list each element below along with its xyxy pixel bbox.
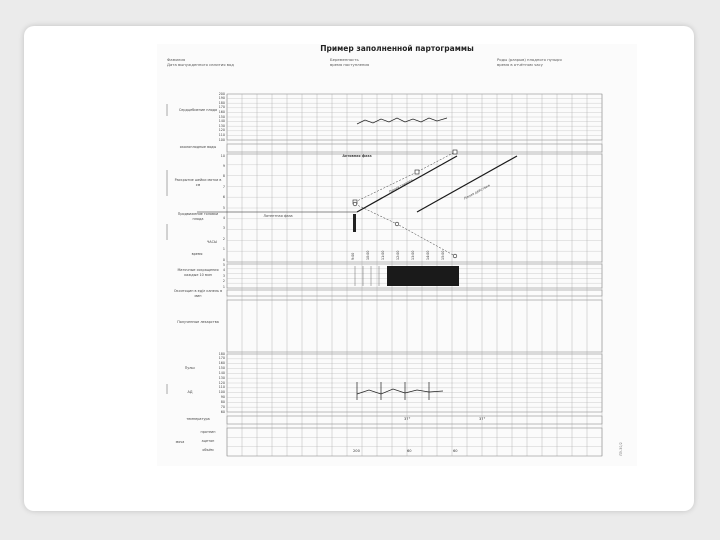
axis-tick-label: 0 bbox=[222, 257, 225, 262]
axis-tick-label: 5 bbox=[222, 205, 225, 210]
axis-tick-label: 130 bbox=[218, 123, 225, 128]
urine-row-label: ацетон bbox=[201, 439, 215, 443]
temperature-value: 37° bbox=[479, 417, 486, 421]
axis-tick-label: 6 bbox=[222, 195, 225, 200]
contraction-block bbox=[387, 266, 459, 286]
axis-tick-label: 140 bbox=[218, 370, 225, 375]
urine-value: 200 bbox=[353, 449, 360, 453]
axis-tick-label: 10 bbox=[220, 153, 225, 158]
active-phase-label: Активная фаза bbox=[342, 154, 372, 158]
hour-tick-label: 12:00 bbox=[396, 250, 400, 260]
form-side-code: ЛЭ-30/2 bbox=[619, 442, 623, 456]
axis-tick-label: 170 bbox=[218, 356, 225, 361]
axis-tick-label: 180 bbox=[218, 351, 225, 356]
axis-tick-label: 110 bbox=[218, 385, 225, 390]
action-line-label: Линия действия bbox=[463, 183, 491, 201]
head-descent-trace bbox=[355, 204, 455, 256]
axis-tick-label: 100 bbox=[218, 390, 225, 395]
axis-tick-label: 4 bbox=[222, 215, 225, 220]
cervix-section-label: Раскрытие шейки матки в см bbox=[174, 178, 222, 187]
header-field-label: Беременность bbox=[330, 57, 359, 62]
header-field-label: Фамилия bbox=[167, 57, 186, 62]
drugs-section-label: Полученные лекарства bbox=[177, 320, 219, 324]
head-descent-label: Продвижение головки плода bbox=[177, 212, 219, 221]
axis-tick-label: 7 bbox=[222, 184, 225, 189]
axis-tick-label: 150 bbox=[218, 114, 225, 119]
hour-tick-label: 14:00 bbox=[426, 250, 430, 260]
fhr-trace bbox=[357, 118, 447, 124]
axis-tick-label: 90 bbox=[220, 395, 225, 399]
axis-tick-label: 120 bbox=[218, 128, 225, 133]
axis-tick-label: 150 bbox=[218, 366, 225, 370]
partograph-scan bbox=[157, 44, 637, 466]
hour-tick-label: 9:00 bbox=[351, 252, 355, 260]
axis-tick-label: 5 bbox=[222, 262, 225, 267]
alert-line-label: Линия тревоги bbox=[388, 178, 414, 195]
axis-tick-label: 140 bbox=[218, 119, 225, 124]
pulse-trace bbox=[357, 389, 443, 394]
axis-tick-label: 100 bbox=[218, 137, 225, 142]
axis-tick-label: 80 bbox=[220, 399, 225, 404]
axis-tick-label: 1 bbox=[222, 247, 225, 252]
document-title: Пример заполненной партограммы bbox=[320, 44, 474, 53]
axis-tick-label: 3 bbox=[222, 273, 225, 278]
header-field-label: Роды (разрыв) плодного пузыря bbox=[497, 57, 562, 62]
hour-tick-label: 13:00 bbox=[411, 250, 415, 260]
urine-value: 60 bbox=[453, 449, 458, 453]
axis-tick-label: 4 bbox=[222, 268, 225, 272]
bp-label: АД bbox=[187, 390, 193, 394]
axis-tick-label: 60 bbox=[220, 409, 225, 414]
temperature-label: температура bbox=[186, 417, 210, 421]
axis-tick-label: 200 bbox=[218, 91, 225, 96]
time-label: время bbox=[191, 252, 203, 256]
header-field-sub: время поступления bbox=[330, 62, 370, 68]
axis-tick-label: 170 bbox=[218, 105, 225, 110]
urine-label: моча bbox=[175, 440, 185, 444]
latent-phase-label: Латентная фаза bbox=[263, 214, 293, 218]
contractions-section-label: Маточные сокращения каждые 10 мин bbox=[177, 268, 219, 277]
axis-tick-label: 160 bbox=[218, 109, 225, 114]
axis-tick-label: 2 bbox=[222, 279, 225, 283]
hour-tick-label: 10:00 bbox=[366, 250, 370, 260]
axis-tick-label: 120 bbox=[218, 380, 225, 385]
urine-row-label: объём bbox=[202, 448, 214, 452]
axis-tick-label: 130 bbox=[218, 375, 225, 380]
urine-value: 60 bbox=[407, 449, 412, 453]
temperature-value: 37° bbox=[404, 417, 411, 421]
hour-tick-label: 11:00 bbox=[381, 250, 385, 260]
axis-tick-label: 2 bbox=[222, 236, 225, 241]
hours-code: ЧАСЫ bbox=[206, 240, 217, 244]
axis-tick-label: 70 bbox=[220, 404, 225, 409]
pulse-label: Пульс bbox=[184, 366, 196, 370]
header-field-sub: время в отчётном часу bbox=[497, 62, 543, 68]
axis-tick-label: 160 bbox=[218, 361, 225, 366]
fhr-section-label: Сердцебиение плода bbox=[178, 108, 218, 112]
cervix-dilation-trace bbox=[355, 152, 455, 202]
oxytocin-section-label: Окситоцин в ед/л капель в мин bbox=[173, 289, 223, 298]
axis-tick-label: 110 bbox=[218, 132, 225, 137]
axis-tick-label: 190 bbox=[218, 96, 225, 101]
axis-tick-label: 8 bbox=[222, 174, 225, 179]
axis-tick-label: 3 bbox=[222, 226, 225, 231]
header-field-sub: Дата вынужденного излития вод bbox=[167, 62, 234, 68]
axis-tick-label: 1 bbox=[222, 284, 225, 289]
axis-tick-label: 180 bbox=[218, 100, 225, 105]
axis-tick-label: 9 bbox=[222, 163, 225, 168]
urine-row-label: протеин bbox=[200, 430, 216, 434]
fluid-section-label: околоплодные воды bbox=[179, 145, 217, 149]
hour-tick-label: 15:00 bbox=[441, 250, 445, 260]
